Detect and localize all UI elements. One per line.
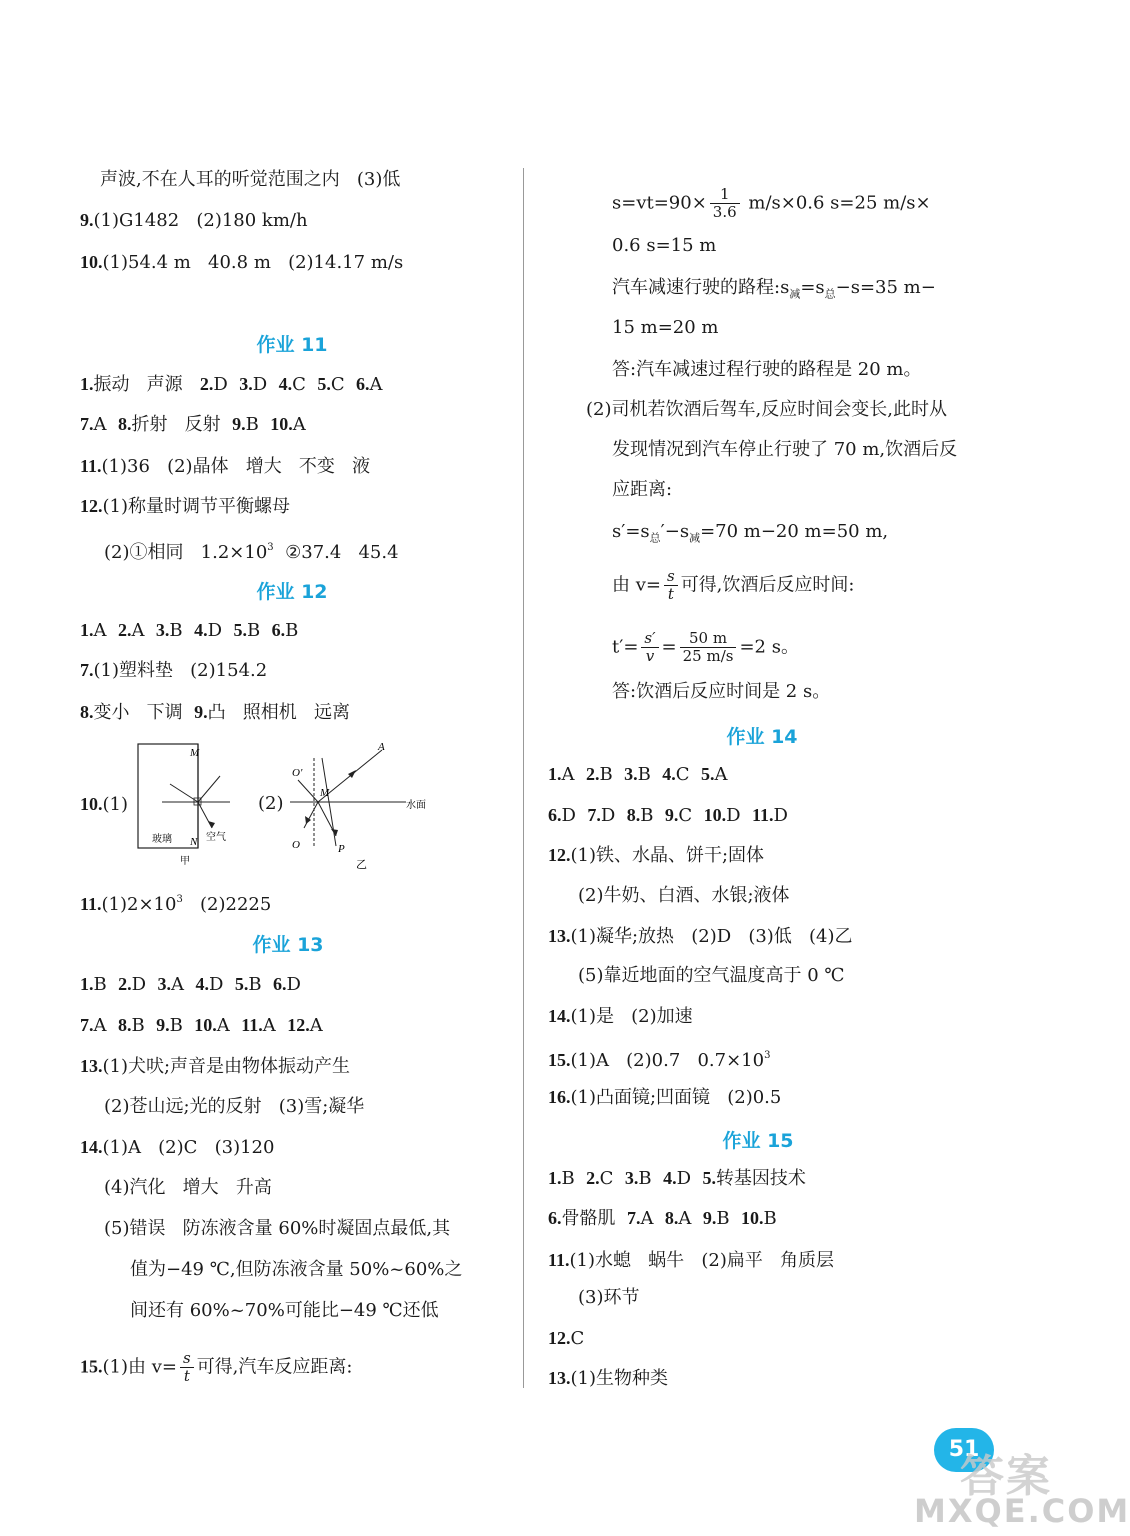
watermark-text: 答案 (960, 1451, 1052, 1502)
answer-11-part3: (3)环节 (578, 1287, 640, 1308)
label-water: 水面 (406, 800, 426, 811)
answer-11: 11.(1)水螅 蜗牛 (2)扁平 角质层 (548, 1250, 835, 1271)
answer-14: 14.(1)是 (2)加速 (548, 1006, 693, 1027)
label-air: 空气 (206, 832, 226, 843)
label-jia: 甲 (180, 856, 190, 867)
answer-line: 声波,不在人耳的听觉范围之内 (3)低 (100, 169, 401, 190)
answer-16: 16.(1)凸面镜;凹面镜 (2)0.5 (548, 1087, 782, 1108)
label-p: P (338, 843, 345, 855)
section-heading-14: 作业 14 (726, 726, 798, 748)
section-heading-13: 作业 13 (252, 934, 324, 956)
answer-line: 答:饮酒后反应时间是 2 s。 (612, 681, 831, 702)
answer-14-part5: (5)错误 防冻液含量 60%时凝固点最低,其 (104, 1218, 451, 1239)
formula-line: 汽车减速行驶的路程$:s_减=s_总-s=35$ m− (612, 277, 936, 301)
formula-line: 由 v= $\frac{s}{t}$ 可得,饮酒后反应时间: (612, 567, 855, 603)
answer-row: 1.B 2.C 3.B 4.D 5.转基因技术 (548, 1168, 806, 1189)
figure-jia-refraction (132, 740, 242, 870)
label-m2: M (320, 787, 330, 799)
answer-13: 13.(1)凝华;放热 (2)D (3)低 (4)乙 (548, 926, 853, 947)
formula-line: $s'=s_总'-s_减=70$ m−20 m=50 m, (612, 521, 889, 545)
answer-row: 1.振动 声源 2.D 3.D 4.C 5.C 6.A (80, 374, 383, 395)
label-o: O (292, 839, 300, 851)
formula-line: t′= $\frac{s'}{v}$ = $\frac{50 m}{25 m/s}$ =2 s。 (612, 629, 799, 665)
answer-row: 6.骨骼肌 7.A 8.A 9.B 10.B (548, 1208, 777, 1229)
answer-14: 14.(1)A (2)C (3)120 (80, 1137, 275, 1158)
answer-row: 6.D 7.D 8.B 9.C 10.D 11.D (548, 805, 788, 826)
label-yi: 乙 (356, 858, 367, 871)
answer-13: 13.(1)犬吠;声音是由物体振动产生 (80, 1056, 351, 1077)
formula-line: 0.6 s=15 m (612, 235, 717, 256)
watermark (910, 1440, 1130, 1530)
answer-11: 11.(1)36 (2)晶体 增大 不变 液 (80, 456, 371, 477)
answer-13-part2: (2)苍山远;光的反射 (3)雪;凝华 (104, 1096, 365, 1117)
answer-line: (2)司机若饮酒后驾车,反应时间会变长,此时从 (586, 399, 947, 420)
label-glass: 玻璃 (152, 834, 172, 845)
answer-row: 1.A 2.A 3.B 4.D 5.B 6.B (80, 620, 299, 641)
answer-13-part5: (5)靠近地面的空气温度高于 0 ℃ (578, 965, 845, 986)
answer-13-bio: 13.(1)生物种类 (548, 1368, 668, 1389)
section-heading-11: 作业 11 (256, 334, 328, 356)
answer-row: 7.A 8.B 9.B 10.A 11.A 12.A (80, 1015, 323, 1036)
answer-10: 10.(1)54.4 m 40.8 m (2)14.17 m/s (80, 252, 404, 273)
page-number-badge: 51 (934, 1428, 994, 1472)
section-heading-15: 作业 15 (722, 1130, 794, 1152)
label-n: N (190, 836, 198, 848)
answer-7: 7.(1)塑料垫 (2)154.2 (80, 660, 268, 681)
answer-15: 15.(1)A (2)0.7 $0.7\times 10^3$ (548, 1050, 771, 1071)
column-divider (523, 168, 524, 1388)
answer-14-part5-cont2: 间还有 60%~70%可能比−49 ℃还低 (130, 1300, 439, 1321)
answer-14-part4: (4)汽化 增大 升高 (104, 1177, 272, 1198)
label-o-prime: O' (292, 767, 303, 779)
answer-row: 1.B 2.D 3.A 4.D 5.B 6.D (80, 974, 301, 995)
answer-14-part5-cont: 值为−49 ℃,但防冻液含量 50%~60%之 (130, 1259, 463, 1280)
answer-row: 8.变小 下调 9.凸 照相机 远离 (80, 702, 350, 723)
answer-12: 12.(1)铁、水晶、饼干;固体 (548, 845, 765, 866)
answer-11: $11.(1)2\times 10^3$ (2)2225 (80, 894, 272, 915)
figure-yi-reflection (286, 736, 446, 876)
watermark-url: MXQE.COM (914, 1492, 1130, 1530)
answer-10-part2-label: (2) (258, 793, 284, 814)
label-m: M (190, 747, 200, 759)
label-a: A (378, 741, 385, 753)
answer-line: 发现情况到汽车停止行驶了 70 m,饮酒后反 (612, 439, 958, 460)
formula-line: s=vt=90× $\frac{1}{3.6}$ m/s×0.6 s=25 m/s× (612, 185, 931, 221)
answer-10-label: 10.(1) (80, 794, 128, 815)
answer-12-part2: (2)牛奶、白酒、水银;液体 (578, 885, 790, 906)
answer-12-bio: 12.C (548, 1328, 585, 1349)
answer-9: 9.(1)G1482 (2)180 km/h (80, 210, 308, 231)
section-heading-12: 作业 12 (256, 581, 328, 603)
answer-row: 7.A 8.折射 反射 9.B 10.A (80, 414, 306, 435)
answer-line: 答:汽车减速过程行驶的路程是 20 m。 (612, 359, 922, 380)
formula-line: 15 m=20 m (612, 317, 719, 338)
answer-12: 12.(1)称量时调节平衡螺母 (80, 496, 290, 517)
answer-12-part2: (2)①相同 $1.2\times 10^3$ ②37.4 45.4 (104, 542, 399, 563)
answer-row: 1.A 2.B 3.B 4.C 5.A (548, 764, 728, 785)
answer-15: 15.(1)由 v= $\frac{s}{t}$ 可得,汽车反应距离: (80, 1349, 353, 1385)
answer-line: 应距离: (612, 479, 673, 500)
